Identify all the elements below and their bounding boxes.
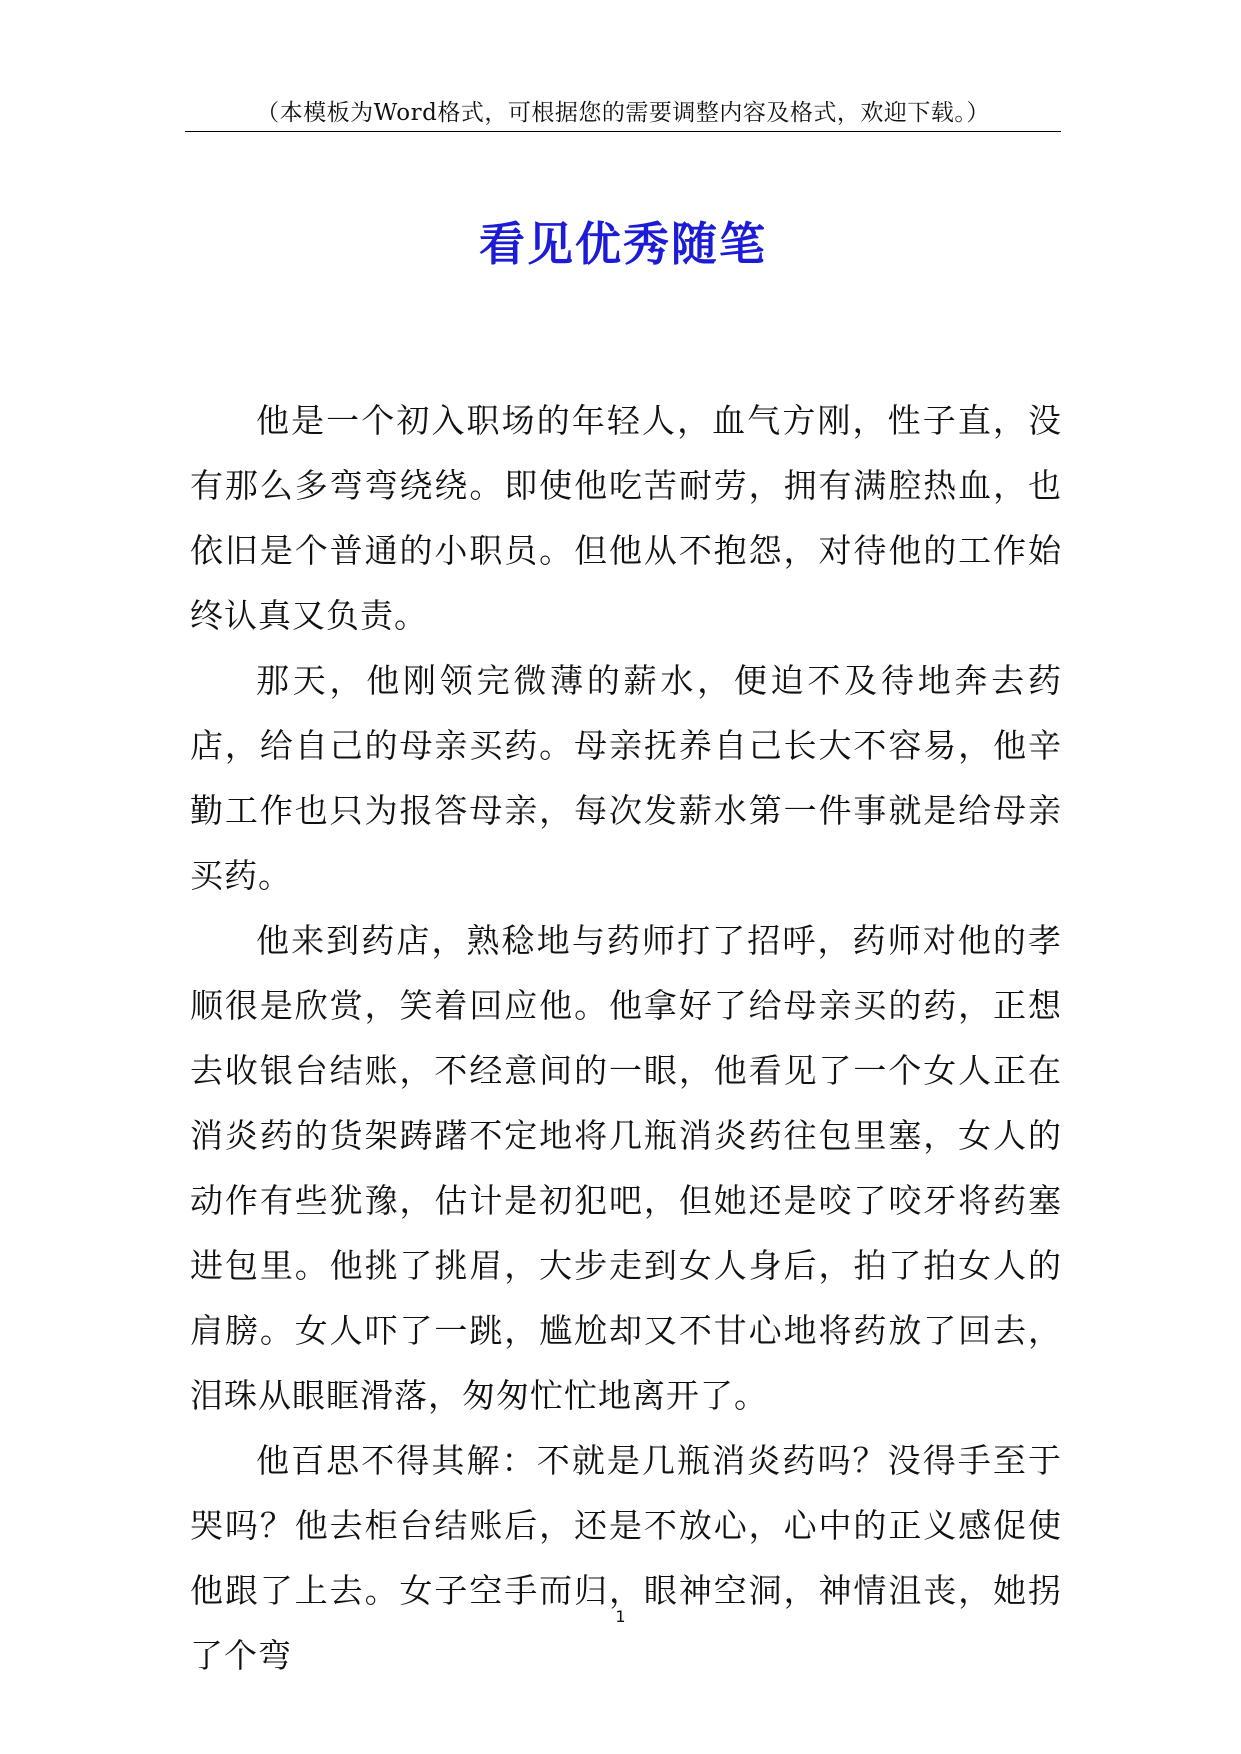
document-title: 看见优秀随笔 [479,217,767,271]
document-body [190,388,1062,1688]
paragraph-4: 他百思不得其解：不就是几瓶消炎药吗？没得手至于哭吗？他去柜台结账后，还是不放心，心中的正义感促使他跟了上去。女子空手而归，眼神空洞，神情沮丧，她拐了个弯 [190,1441,1062,1675]
header-note: （本模板为Word格式，可根据您的需要调整内容及格式，欢迎下载。） [256,100,990,126]
paragraph-1: 他是一个初入职场的年轻人，血气方刚，性子直，没有那么多弯弯绕绕。即使他吃苦耐劳，拥有满腔热血，也依旧是个普通的小职员。但他从不抱怨，对待他的工作始终认真又负责。 [190,401,1062,635]
paragraph-2: 那天，他刚领完微薄的薪水，便迫不及待地奔去药店，给自己的母亲买药。母亲抚养自己长大不容易，他辛勤工作也只为报答母亲，每次发薪水第一件事就是给母亲买药。 [190,661,1062,895]
header-divider [185,131,1061,132]
page-number: 1 [615,1607,626,1626]
paragraph-3: 他来到药店，熟稔地与药师打了招呼，药师对他的孝顺很是欣赏，笑着回应他。他拿好了给母亲买的药，正想去收银台结账，不经意间的一眼，他看见了一个女人正在消炎药的货架踌躇不定地将几瓶消炎药往包里塞，女人的动作有些犹豫，估计是初犯吧，但她还是咬了咬牙将药塞进包里。他挑了挑眉，大步走到女人身后，拍了拍女人的肩膀。女人吓了一跳，尴尬却又不甘心地将药放了回去，泪珠从眼眶滑落，匆匆忙忙地离开了。 [190,921,1062,1415]
